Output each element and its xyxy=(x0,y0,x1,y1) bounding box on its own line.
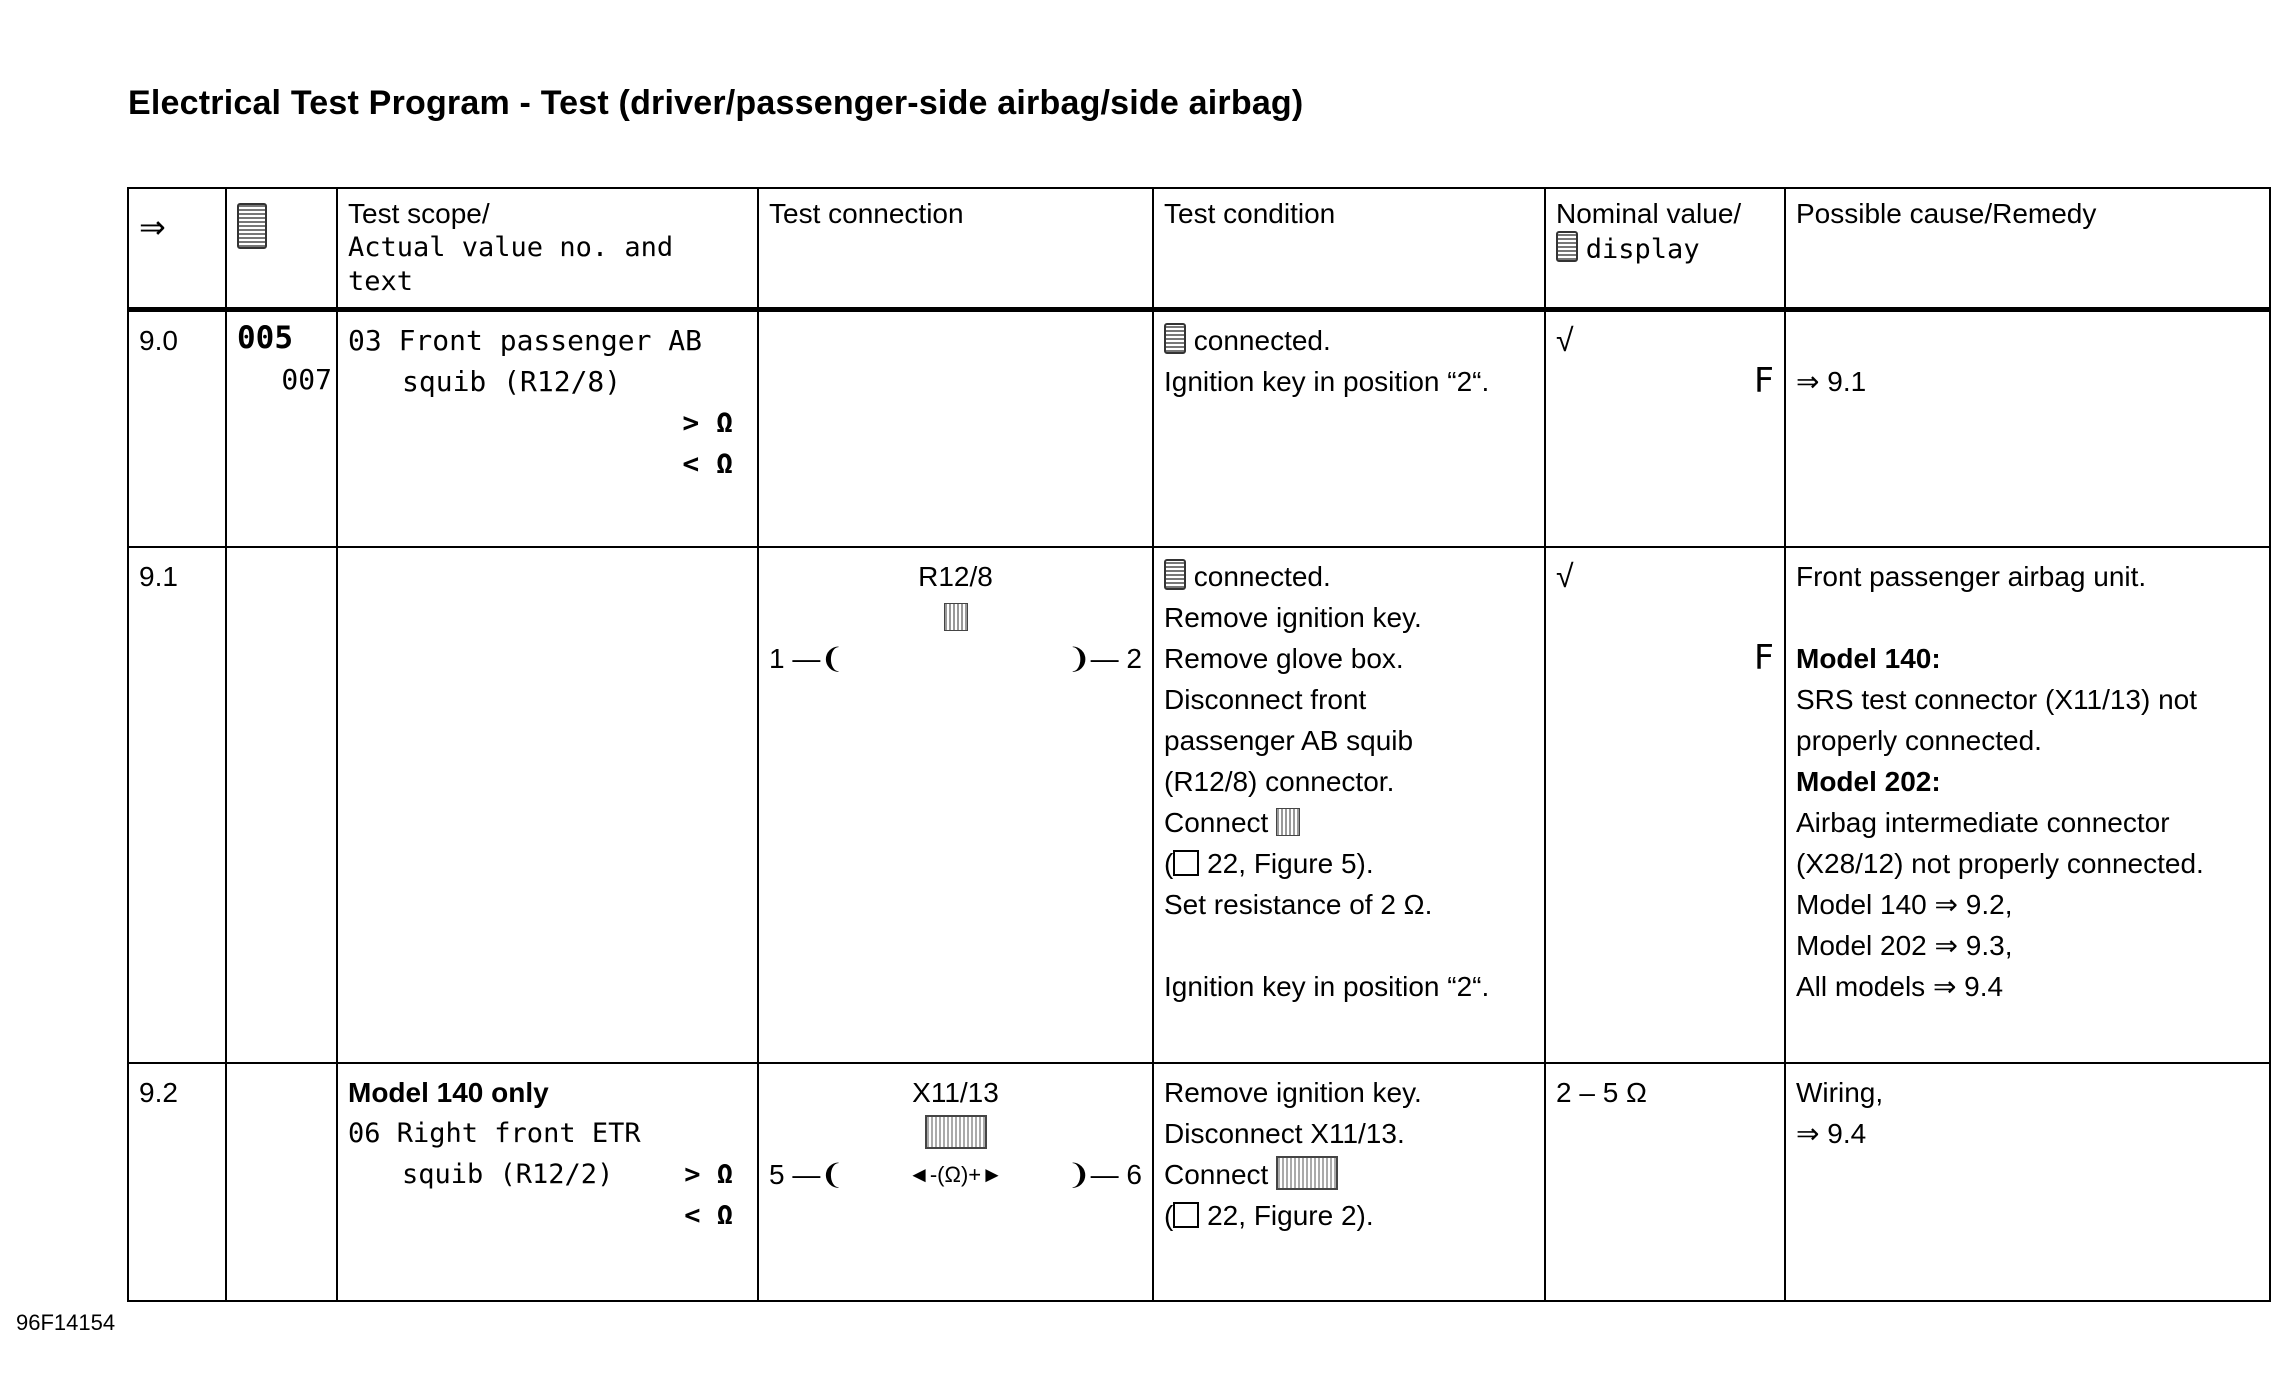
connection-cell xyxy=(758,547,1153,1063)
connector-label: R12/8 xyxy=(918,561,993,592)
condition-line: Disconnect front xyxy=(1164,684,1367,715)
code-cell xyxy=(226,1063,337,1301)
tester-icon xyxy=(237,203,267,249)
header-nominal-line1: Nominal value/ xyxy=(1556,198,1742,229)
code-secondary: 007 xyxy=(281,363,332,396)
header-scope-line1: Test scope/ xyxy=(348,198,490,229)
cause-cell xyxy=(1785,310,2270,548)
condition-line: 22, Figure 2). xyxy=(1207,1200,1374,1231)
connector-icon xyxy=(944,603,968,631)
cause-line: Wiring, xyxy=(1796,1077,1884,1108)
condition-line: 22, Figure 5). xyxy=(1207,848,1374,879)
cause-line: SRS test connector (X11/13) not xyxy=(1796,684,2198,715)
pin-right: ❩— 2 xyxy=(1067,643,1142,674)
tester-icon xyxy=(1556,231,1578,262)
step-cell: 9.1 xyxy=(128,547,226,1063)
pin-left: 1 —❨ xyxy=(769,643,844,674)
condition-cell xyxy=(1153,310,1545,548)
display-flag: F xyxy=(1753,361,1774,401)
ohmmeter-icon: ◄-(Ω)+► xyxy=(908,1162,1003,1187)
condition-line: (R12/8) connector. xyxy=(1164,766,1395,797)
condition-line: Ignition key in position “2“. xyxy=(1164,366,1490,397)
check-mark: √ xyxy=(1556,558,1574,594)
nominal-cell xyxy=(1545,310,1785,548)
book-reference-icon xyxy=(1173,1202,1199,1228)
condition-line: Remove glove box. xyxy=(1164,643,1404,674)
tester-icon xyxy=(1164,323,1186,354)
condition-line: Ignition key in position “2“. xyxy=(1164,971,1490,1002)
code-cell xyxy=(226,310,337,548)
cause-line: Front passenger airbag unit. xyxy=(1796,561,2147,592)
pin-left: 5 —❨ xyxy=(769,1159,844,1190)
cause-line: ⇒ 9.1 xyxy=(1796,366,1867,397)
display-flag: F xyxy=(1753,638,1774,678)
book-reference-icon xyxy=(1173,850,1199,876)
pin-right: ❩— 6 xyxy=(1067,1159,1142,1190)
scope-line1: 03 Front passenger AB xyxy=(348,324,703,357)
cause-cell xyxy=(1785,547,2270,1063)
condition-line: connected. xyxy=(1193,561,1331,592)
header-cause: Possible cause/Remedy xyxy=(1785,188,2270,310)
step-cell: 9.2 xyxy=(128,1063,226,1301)
table-row xyxy=(128,310,2270,548)
scope-line1: 06 Right front ETR xyxy=(348,1118,641,1149)
cause-line: Model 140 ⇒ 9.2, xyxy=(1796,889,2013,920)
table-row xyxy=(128,547,2270,1063)
resistance-gt: > Ω xyxy=(682,406,733,439)
table-header-row xyxy=(128,188,2270,310)
header-nominal-line2: display xyxy=(1585,234,1700,265)
header-tester xyxy=(226,188,337,310)
cause-line: (X28/12) not properly connected. xyxy=(1796,848,2204,879)
header-connection: Test connection xyxy=(758,188,1153,310)
cause-line: Model 140: xyxy=(1796,643,1941,674)
condition-line: Connect xyxy=(1164,1159,1269,1190)
condition-cell: connected. Remove ignition key. Remove glove box. Disconnect front passenger AB squib (R12/8) connector. Connect ( 22, Figure 5). Set resistance of 2 Ω. Ignition key in position “2“. xyxy=(1153,547,1545,1063)
check-mark: √ xyxy=(1556,322,1574,358)
scope-cell xyxy=(337,547,758,1063)
condition-line: connected. xyxy=(1193,325,1331,356)
table-row xyxy=(128,1063,2270,1301)
connector-icon xyxy=(925,1115,987,1149)
scope-cell xyxy=(337,1063,758,1301)
resistance-lt: < Ω xyxy=(684,1200,733,1231)
condition-line: Remove ignition key. xyxy=(1164,602,1422,633)
connector-label: X11/13 xyxy=(912,1077,999,1108)
connector-icon xyxy=(1276,1156,1338,1190)
header-scope xyxy=(337,188,758,310)
cause-line: ⇒ 9.4 xyxy=(1796,1118,1867,1149)
condition-cell: Remove ignition key. Disconnect X11/13. Connect ( 22, Figure 2). xyxy=(1153,1063,1545,1301)
cause-line: Model 202: xyxy=(1796,766,1941,797)
cause-line: All models ⇒ 9.4 xyxy=(1796,971,2004,1002)
header-arrow: ⇒ xyxy=(128,188,226,310)
resistance-gt: > Ω xyxy=(684,1159,733,1190)
figure-id: 96F14154 xyxy=(16,1310,116,1335)
scope-line2: squib (R12/8) xyxy=(402,365,622,398)
header-scope-line2: Actual value no. and text xyxy=(348,232,674,297)
connection-cell xyxy=(758,310,1153,548)
scope-model-note: Model 140 only xyxy=(348,1077,549,1108)
cause-line: properly connected. xyxy=(1796,725,2042,756)
scope-cell xyxy=(337,310,758,548)
cause-cell xyxy=(1785,1063,2270,1301)
condition-line: Connect xyxy=(1164,807,1269,838)
page-title: Electrical Test Program - Test (driver/passenger-side airbag/side airbag) xyxy=(128,84,1304,122)
condition-line: passenger AB squib xyxy=(1164,725,1414,756)
step-cell: 9.0 xyxy=(128,310,226,548)
tester-icon xyxy=(1164,559,1186,590)
cause-line: Model 202 ⇒ 9.3, xyxy=(1796,930,2013,961)
condition-line: Disconnect X11/13. xyxy=(1164,1118,1405,1149)
connector-icon xyxy=(1276,808,1300,836)
condition-line: Remove ignition key. xyxy=(1164,1077,1422,1108)
header-condition: Test condition xyxy=(1153,188,1545,310)
nominal-cell: 2 – 5 Ω xyxy=(1545,1063,1785,1301)
cause-line: Airbag intermediate connector xyxy=(1796,807,2170,838)
scope-line2: squib (R12/2) xyxy=(402,1159,614,1190)
condition-line: Set resistance of 2 Ω. xyxy=(1164,889,1433,920)
connection-cell xyxy=(758,1063,1153,1301)
nominal-cell xyxy=(1545,547,1785,1063)
resistance-lt: < Ω xyxy=(682,447,733,480)
code-cell xyxy=(226,547,337,1063)
test-table xyxy=(127,187,2271,1302)
code-primary: 005 xyxy=(237,320,293,356)
header-nominal xyxy=(1545,188,1785,310)
